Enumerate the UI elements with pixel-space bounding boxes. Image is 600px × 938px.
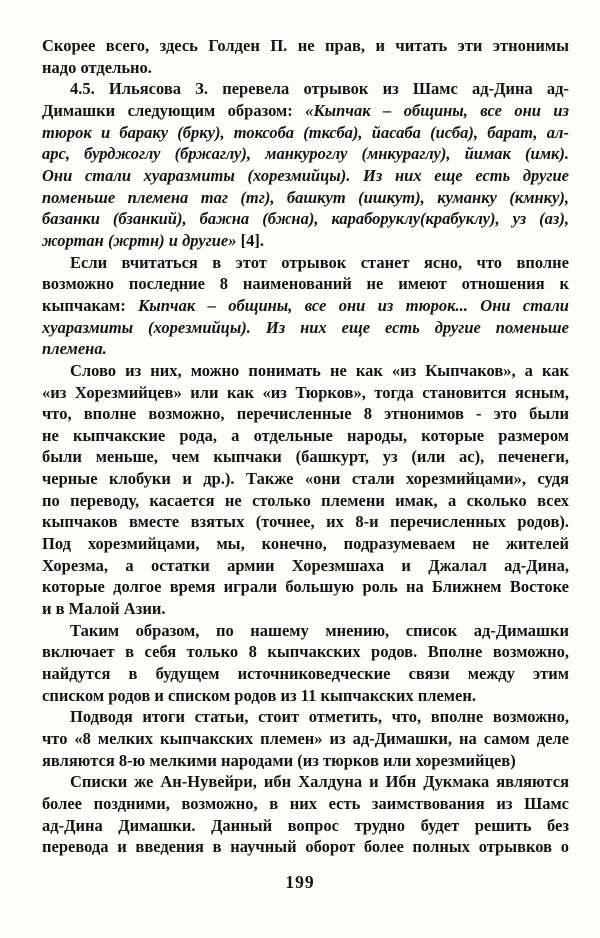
- italic-text-run: хуаразмиты (хорезмийцы). Из них еще есть другие поменьше: [42, 317, 569, 337]
- text-run: что, вполне возможно, перечисленные 8 этнонимов - это были: [42, 404, 569, 424]
- text-line: [42, 490, 569, 512]
- text-line: [42, 187, 569, 209]
- text-line: [42, 382, 569, 404]
- text-run: не кыпчакские рода, а отдельные народы, которые размером: [42, 425, 569, 445]
- text-line: [42, 403, 569, 425]
- italic-text-run: «Кыпчак – общины, все они из: [305, 100, 569, 120]
- italic-text-run: тюрок и бараку (брку), токсоба (тксба), йасаба (исба), барат, ал-: [42, 122, 569, 142]
- text-run: «из Хорезмийцев» или как «из Тюрков», тогда становится ясным,: [42, 382, 569, 402]
- text-line: [42, 793, 569, 815]
- text-line: [42, 533, 569, 555]
- text-run: возможно последние 8 наименований не имеют отношения к: [42, 274, 569, 294]
- page-number: 199: [285, 872, 315, 892]
- text-line: [42, 641, 569, 663]
- text-line: [42, 360, 569, 382]
- text-line: [42, 685, 569, 707]
- text-run: списком родов и списком родов из 11 кыпчакских племен.: [42, 685, 476, 705]
- text-line: [42, 122, 569, 144]
- text-run: Под хорезмийцами, мы, конечно, подразумеваем не жителей: [42, 534, 569, 554]
- text-run: 4.5. Ильясова З. перевела отрывок из Шамс ад-Дина ад-: [70, 79, 569, 99]
- text-line: [42, 836, 569, 858]
- text-line: [42, 252, 569, 274]
- italic-text-run: базанки (бзанкий), бажна (бжна), караборуклу(крабуклу), уз (аз),: [42, 209, 569, 229]
- text-run: Списки же Ан-Нувейри, ибн Халдуна и Ибн Дукмака являются: [70, 772, 569, 792]
- text-line: [42, 728, 569, 750]
- text-line: [42, 57, 569, 79]
- text-line: [42, 208, 569, 230]
- text-line: [42, 555, 569, 577]
- text-line: [42, 815, 569, 837]
- text-line: [42, 295, 569, 317]
- text-line: [42, 338, 569, 360]
- text-run: надо отдельно.: [42, 57, 152, 77]
- text-line: [42, 771, 569, 793]
- text-run: кыпчаков вместе взятых (точнее, их 8-и перечисленных родов).: [42, 512, 569, 532]
- text-run: включает в себя только 8 кыпчакских родов. Вполне возможно,: [42, 642, 569, 662]
- text-run: найдутся в будущем источниковедческие связи между этим: [42, 664, 569, 684]
- text-line: [42, 230, 569, 252]
- text-run: что «8 мелких кыпчакских племен» из ад-Димашки, на самом деле: [42, 729, 569, 748]
- text-line: [42, 78, 569, 100]
- text-run: Таким образом, по нашему мнению, список ад-Димашки: [70, 620, 569, 640]
- text-run: кыпчакам:: [42, 295, 139, 315]
- text-line: [42, 425, 569, 447]
- text-line: [42, 598, 569, 620]
- text-line: [42, 620, 569, 642]
- text-line: [42, 446, 569, 468]
- italic-text-run: племена.: [42, 339, 107, 359]
- text-line: [42, 576, 569, 598]
- text-run: черные клобуки и др.). Также «они стали хорезмийцами», судя: [42, 469, 569, 489]
- text-run: Димашки следующим образом:: [42, 100, 306, 120]
- text-run: по переводу, касается не столько племени имак, а сколько всех: [42, 490, 569, 510]
- text-run: Слово из них, можно понимать не как «из Кыпчаков», а как: [70, 360, 569, 380]
- text-line: [42, 100, 569, 122]
- italic-text-run: жортан (жртн) и другие»: [42, 230, 237, 250]
- text-line: [42, 511, 569, 533]
- text-line: [42, 273, 569, 295]
- text-run: более поздними, возможно, в них есть заимствования из Шамс: [42, 793, 569, 813]
- text-line: [42, 317, 569, 339]
- text-line: [42, 35, 569, 57]
- text-run: Если вчитаться в этот отрывок станет ясно, что вполне: [70, 252, 569, 272]
- text-line: [42, 143, 569, 165]
- text-run: Подводя итоги статьи, стоит отметить, что, вполне возможно,: [70, 707, 569, 727]
- text-line: [42, 706, 569, 728]
- text-run: и в Малой Азии.: [42, 599, 166, 619]
- text-line: [42, 165, 569, 187]
- italic-text-run: арс, бурджоглу (бржаглу), манкуроглу (мнкураглу), йимак (имк).: [42, 144, 569, 164]
- text-run: [4].: [236, 230, 264, 250]
- italic-text-run: Кыпчак – общины, все они из тюрок... Они стали: [138, 295, 569, 315]
- italic-text-run: Они стали хуаразмиты (хорезмийцы). Из них еще есть другие: [42, 165, 569, 185]
- text-run: являются 8-ю мелкими народами (из тюрков или хорезмийцев): [42, 750, 516, 770]
- text-line: [42, 750, 569, 772]
- text-line: [42, 663, 569, 685]
- text-run: ад-Дина Димашки. Данный вопрос трудно будет решить без: [42, 815, 569, 835]
- text-run: которые долгое время играли большую роль на Ближнем Востоке: [42, 577, 569, 597]
- text-block: [42, 35, 569, 858]
- text-line: [42, 468, 569, 490]
- text-run: были меньше, чем кыпчаки (башкурт, уз (или ас), печенеги,: [42, 447, 569, 467]
- text-run: Хорезма, а остатки армии Хорезмшаха и Джалал ад-Дина,: [42, 555, 569, 575]
- text-run: Скорее всего, здесь Голден П. не прав, и читать эти этнонимы: [42, 36, 569, 55]
- text-run: перевода и введения в научный оборот более полных отрывков о: [42, 837, 569, 857]
- italic-text-run: поменьше племена таг (тг), башкут (ишкут), куманку (кмнку),: [42, 187, 569, 207]
